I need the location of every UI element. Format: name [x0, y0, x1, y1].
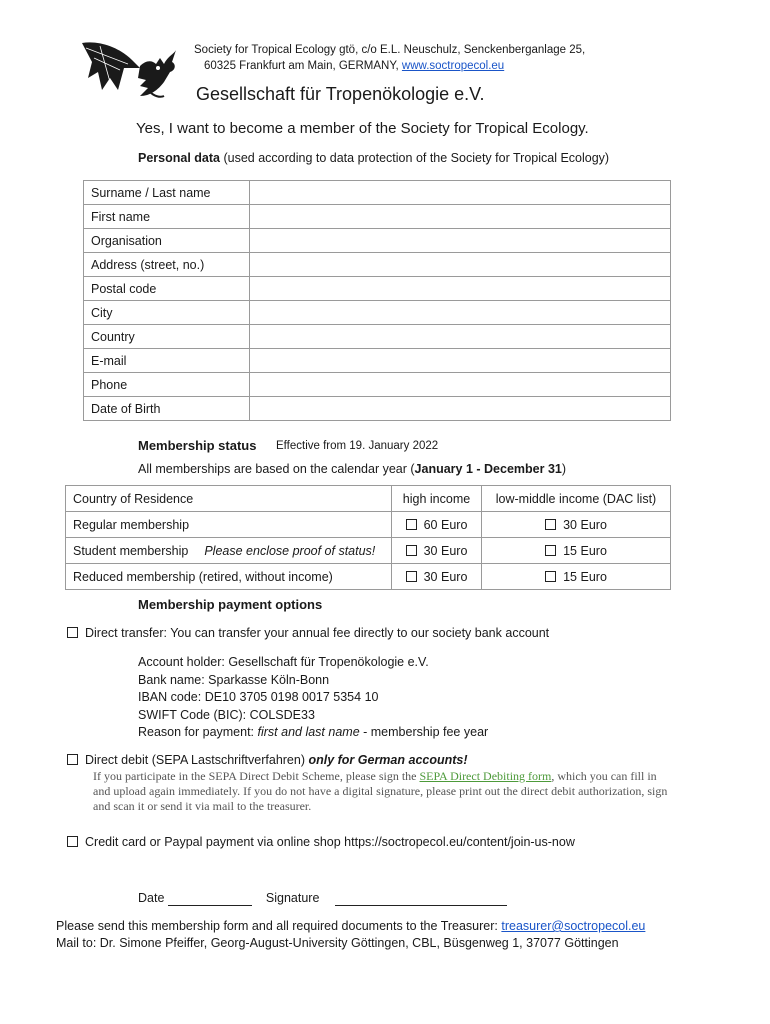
membership-type: Reduced membership (retired, without income) — [66, 564, 392, 590]
table-row — [66, 538, 671, 564]
checkbox[interactable] — [67, 836, 78, 847]
field-label: Postal code — [84, 277, 250, 301]
student-low-income-option[interactable]: 15 Euro — [482, 538, 671, 564]
iban-code: IBAN code: DE10 3705 0198 0017 5354 10 — [138, 690, 379, 705]
bank-name: Bank name: Sparkasse Köln-Bonn — [138, 672, 330, 687]
table-row — [84, 181, 671, 205]
table-row — [66, 512, 671, 538]
credit-card-option[interactable]: Credit card or Paypal payment via online shop https://soctropecol.eu/content/join-us-now — [67, 835, 575, 849]
header-address-line2: 60325 Frankfurt am Main, GERMANY, www.soctropecol.eu — [204, 60, 505, 72]
country-field[interactable] — [250, 325, 671, 349]
signature-row — [138, 891, 507, 906]
bank-details — [138, 654, 488, 742]
membership-type: Regular membership — [66, 512, 392, 538]
phone-field[interactable] — [250, 373, 671, 397]
date-field[interactable] — [168, 891, 252, 906]
date-of-birth-field[interactable] — [250, 397, 671, 421]
reduced-low-income-option[interactable]: 15 Euro — [482, 564, 671, 590]
postal-code-field[interactable] — [250, 277, 671, 301]
org-title: Gesellschaft für Tropenökologie e.V. — [196, 84, 485, 104]
table-header-row — [66, 486, 671, 512]
student-high-income-option[interactable]: 30 Euro — [392, 538, 482, 564]
sepa-instructions: If you participate in the SEPA Direct Debit Scheme, please sign the SEPA Direct Debiting form, which you can fill in and upload again immediately. If you do not have a digital signature, please print out the direct debit authorization, sign and scan it or send it via mail to the treasurer. — [93, 769, 668, 813]
student-proof-note: Please enclose proof of status! — [204, 543, 376, 558]
reduced-high-income-option[interactable]: 30 Euro — [392, 564, 482, 590]
signature-label: Signature — [265, 891, 320, 905]
checkbox[interactable] — [67, 627, 78, 638]
column-header: low-middle income (DAC list) — [482, 486, 671, 512]
society-logo — [80, 38, 180, 100]
field-label: Phone — [84, 373, 250, 397]
column-header: high income — [392, 486, 482, 512]
field-label: Surname / Last name — [84, 181, 250, 205]
table-row — [84, 205, 671, 229]
checkbox[interactable] — [406, 545, 417, 556]
table-row — [84, 349, 671, 373]
first-name-field[interactable] — [250, 205, 671, 229]
field-label: First name — [84, 205, 250, 229]
swift-code: SWIFT Code (BIC): COLSDE33 — [138, 707, 315, 722]
field-label: Address (street, no.) — [84, 253, 250, 277]
membership-type: Student membership Please enclose proof of status! — [66, 538, 392, 564]
checkbox[interactable] — [406, 571, 417, 582]
personal-data-heading: Personal data (used according to data protection of the Society for Tropical Ecology) — [138, 151, 610, 165]
field-label: E-mail — [84, 349, 250, 373]
table-row — [84, 301, 671, 325]
table-row — [84, 373, 671, 397]
city-field[interactable] — [250, 301, 671, 325]
direct-transfer-option[interactable]: Direct transfer: You can transfer your annual fee directly to our society bank account — [67, 626, 549, 640]
date-label: Date — [138, 891, 165, 905]
account-holder: Account holder: Gesellschaft für Tropenökologie e.V. — [138, 655, 429, 669]
field-label: Date of Birth — [84, 397, 250, 421]
checkbox[interactable] — [406, 519, 417, 530]
surname-field[interactable] — [250, 181, 671, 205]
checkbox[interactable] — [545, 571, 556, 582]
field-label: Country — [84, 325, 250, 349]
payment-options-heading: Membership payment options — [138, 597, 323, 612]
email-field[interactable] — [250, 349, 671, 373]
intro-statement: Yes, I want to become a member of the Society for Tropical Ecology. — [136, 120, 589, 137]
sepa-form-link[interactable]: SEPA Direct Debiting form — [419, 769, 552, 783]
membership-effective-date: Effective from 19. January 2022 — [276, 440, 439, 452]
table-row — [84, 229, 671, 253]
field-label: City — [84, 301, 250, 325]
field-label: Organisation — [84, 229, 250, 253]
website-link[interactable]: www.soctropecol.eu — [401, 60, 505, 72]
send-instructions: Please send this membership form and all required documents to the Treasurer: treasurer@soctropecol.eu — [56, 919, 646, 933]
payment-reason: Reason for payment: first and last name - membership fee year — [138, 725, 489, 740]
mailing-address: Mail to: Dr. Simone Pfeiffer, Georg-August-University Göttingen, CBL, Büsgenweg 1, 37077 Göttingen — [56, 936, 619, 950]
membership-fee-table — [65, 485, 671, 590]
address-field[interactable] — [250, 253, 671, 277]
regular-high-income-option[interactable]: 60 Euro — [392, 512, 482, 538]
regular-low-income-option[interactable]: 30 Euro — [482, 512, 671, 538]
table-row — [84, 277, 671, 301]
table-row — [66, 564, 671, 590]
treasurer-email-link[interactable]: treasurer@soctropecol.eu — [501, 919, 646, 933]
checkbox[interactable] — [67, 754, 78, 765]
direct-debit-option[interactable]: Direct debit (SEPA Lastschriftverfahren) only for German accounts! — [67, 753, 468, 767]
personal-data-table — [83, 180, 671, 421]
membership-status-heading: Membership status — [138, 438, 257, 453]
table-row — [84, 253, 671, 277]
organisation-field[interactable] — [250, 229, 671, 253]
table-row — [84, 397, 671, 421]
checkbox[interactable] — [545, 519, 556, 530]
column-header: Country of Residence — [66, 486, 392, 512]
signature-field[interactable] — [335, 891, 507, 906]
table-row — [84, 325, 671, 349]
header-address-line1: Society for Tropical Ecology gtö, c/o E.L. Neuschulz, Senckenberganlage 25, — [194, 44, 586, 56]
checkbox[interactable] — [545, 545, 556, 556]
calendar-year-note: All memberships are based on the calendar year (January 1 - December 31) — [138, 462, 567, 476]
